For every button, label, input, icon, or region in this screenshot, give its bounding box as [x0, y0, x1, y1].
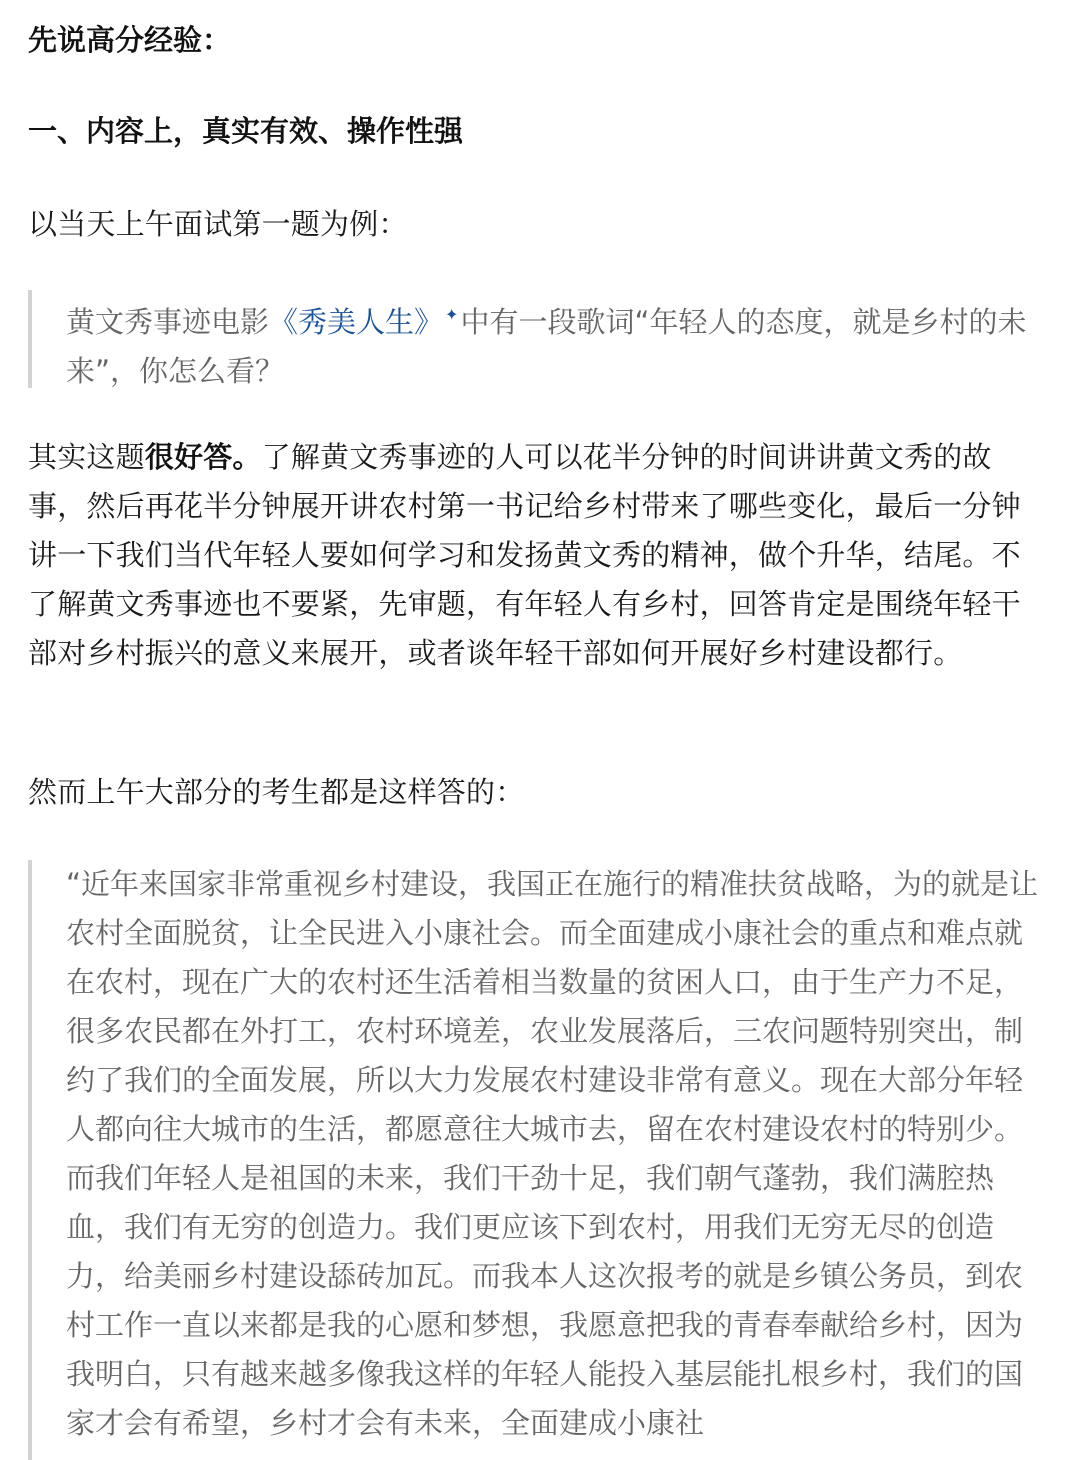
answer-lead: 其实这题: [28, 440, 145, 474]
film-title-link[interactable]: 《秀美人生》: [269, 305, 444, 339]
question-prefix: 黄文秀事迹电影: [66, 305, 270, 339]
answer-emphasis: 很好答。: [144, 440, 262, 474]
question-text: [66, 290, 1048, 396]
sample-answer-text: “近年来国家非常重视乡村建设，我国正在施行的精准扶贫战略，为的就是让农村全面脱贫，让全民进入小康社会。而全面建成小康社会的重点和难点就在农村，现在广大的农村还生活着相当数量的贫困人口，由于生产力不足，很多农民都在外打工，农村环境差，农业发展落后，三农问题特别突出，制约了我们的全面发展，所以大力发展农村建设非常有意义。现在大部分年轻人都向往大城市的生活，都愿意往大城市去，留在农村建设农村的特别少。而我们年轻人是祖国的未来，我们干劲十足，我们朝气蓬勃，我们满腔热血，我们有无穷的创造力。我们更应该下到农村，用我们无穷无尽的创造力，给美丽乡村建设舔砖加瓦。而我本人这次报考的就是乡镇公务员，到农村工作一直以来都是我的心愿和梦想，我愿意把我的青春奉献给乡村，因为我明白，只有越来越多像我这样的年轻人能投入基层能扎根乡村，我们的国家才会有希望，乡村才会有未来，全面建成小康社: [66, 867, 1039, 1440]
sparkle-icon: ✦: [445, 305, 459, 324]
intro-paragraph: 以当天上午面试第一题为例：: [28, 207, 408, 241]
sample-answer-blockquote: [28, 860, 1048, 1460]
section-heading: 先说高分经验：: [28, 23, 232, 57]
however-paragraph: 然而上午大部分的考生都是这样答的：: [28, 775, 525, 809]
question-suffix: 中有一段歌词“年轻人的态度，就是乡村的未来”，你怎么看？: [66, 305, 1027, 388]
answer-body: 了解黄文秀事迹的人可以花半分钟的时间讲讲黄文秀的故事，然后再花半分钟展开讲农村第一书记给乡村带来了哪些变化，最后一分钟讲一下我们当代年轻人要如何学习和发扬黄文秀的精神，做个升华，结尾。不了解黄文秀事迹也不要紧，先审题，有年轻人有乡村，回答肯定是围绕年轻干部对乡村振兴的意义来展开，或者谈年轻干部如何开展好乡村建设都行。: [28, 440, 1021, 670]
subsection-heading: 一、内容上，真实有效、操作性强: [28, 114, 464, 148]
question-blockquote: [28, 290, 1048, 388]
answer-paragraph: [28, 433, 1043, 678]
